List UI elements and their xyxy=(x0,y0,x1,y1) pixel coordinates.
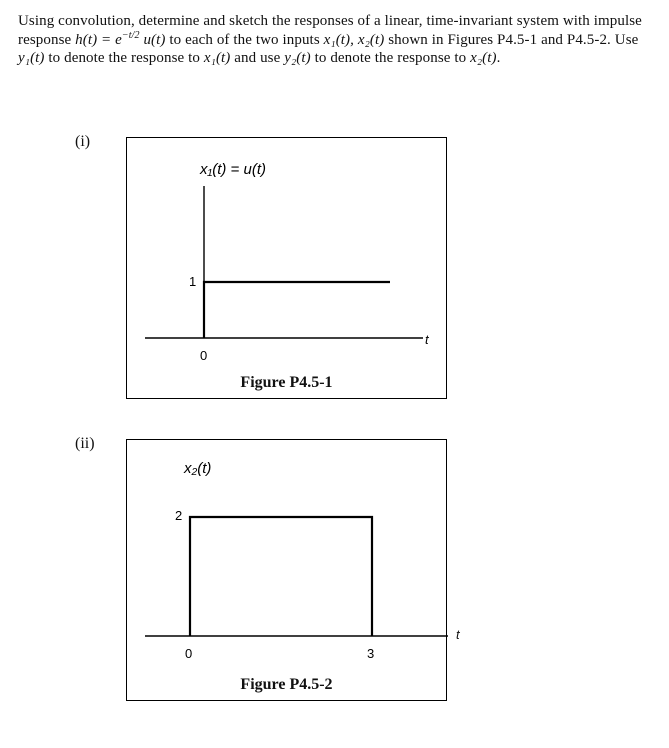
origin-tick-label: 0 xyxy=(200,348,208,363)
response-y2: y₂(t) xyxy=(284,50,311,66)
signal-title-x1: x₁(t) = u(t) xyxy=(200,161,266,178)
problem-text-segment: to each of the two inputs xyxy=(165,31,324,48)
problem-text-segment: and use xyxy=(230,50,285,66)
end-tick-label: 3 xyxy=(367,646,375,661)
figure-caption: Figure P4.5-1 xyxy=(240,374,333,391)
level-tick-label: 1 xyxy=(189,274,197,289)
impulse-response-exponent: −t/2 xyxy=(121,29,140,41)
problem-text-segment: to denote the response to xyxy=(310,50,471,66)
signal-x2-trace xyxy=(190,517,372,636)
figure-p4-5-1 xyxy=(126,137,447,399)
signal-title-x2: x₂(t) xyxy=(184,460,212,477)
figure-caption: Figure P4.5-2 xyxy=(240,676,333,693)
time-axis-label: t xyxy=(456,627,460,642)
input-signals: x₁(t), x₂(t) xyxy=(323,31,385,48)
problem-text-segment: shown in Figures P4.5-1 and P4.5-2. Use xyxy=(384,31,639,48)
impulse-response-step: u(t) xyxy=(139,31,166,48)
problem-text-segment: to denote the response to xyxy=(44,50,204,66)
origin-tick-label: 0 xyxy=(185,646,193,661)
time-axis-label: t xyxy=(425,332,429,347)
problem-intro-text: Using convolution, determine and sketch the responses of a linear, time-invariant system with impulse response xyxy=(18,13,642,48)
part-label-i: (i) xyxy=(75,133,91,150)
level-tick-label: 2 xyxy=(175,508,183,523)
signal-plot-x2 xyxy=(127,440,448,702)
response-y1: y₁(t) xyxy=(18,50,45,66)
signal-x1: x₁(t) xyxy=(203,50,231,66)
signal-plot-x1 xyxy=(127,138,448,400)
signal-x1-trace xyxy=(204,282,390,338)
impulse-response-expr: h(t) = e xyxy=(75,31,122,48)
signal-x2: x₂(t) xyxy=(470,50,497,66)
problem-statement xyxy=(18,12,658,68)
part-label-ii: (ii) xyxy=(75,435,95,452)
figure-p4-5-2 xyxy=(126,439,447,701)
problem-text-end: . xyxy=(496,50,501,66)
